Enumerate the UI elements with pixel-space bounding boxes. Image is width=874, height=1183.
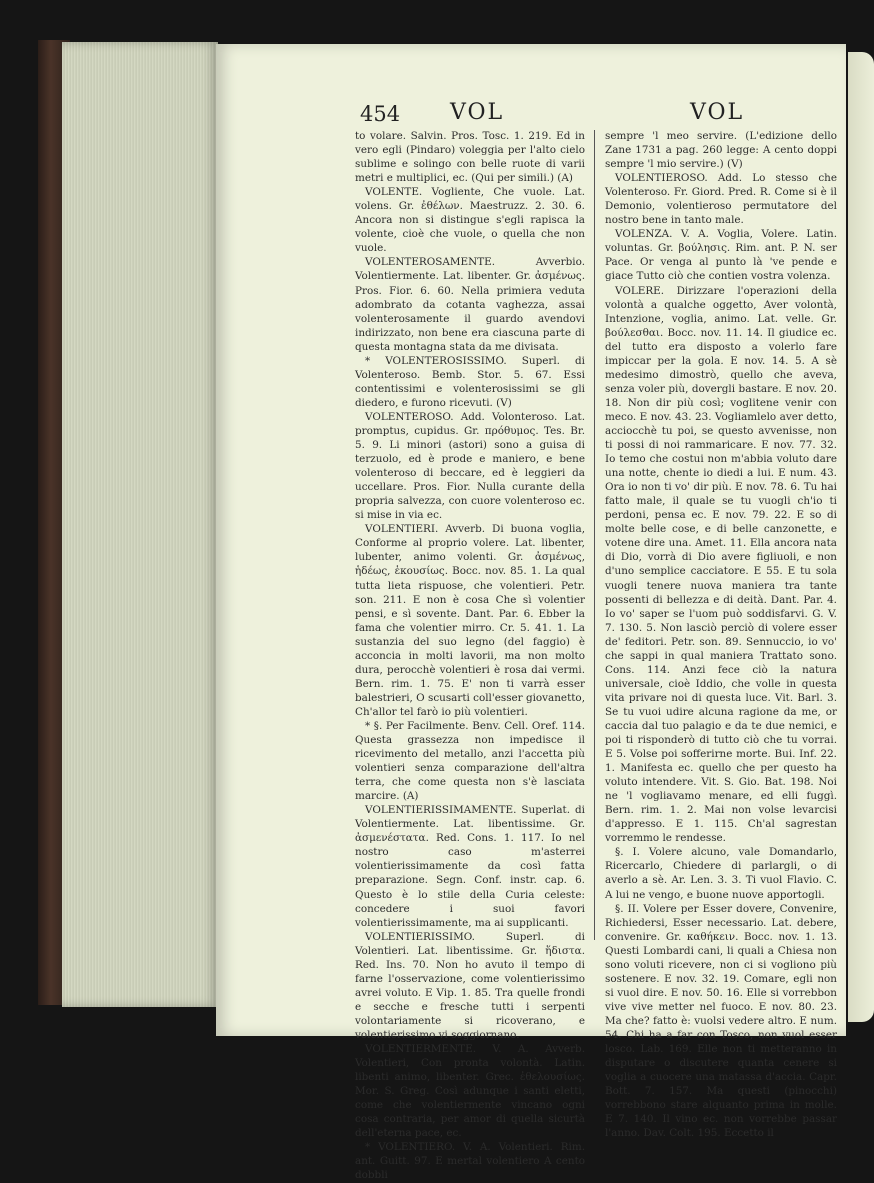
dictionary-entry: VOLENTEROSO. Add. Volonteroso. Lat. promptus, cupidus. Gr. πρόθυμος. Tes. Br. 5. 9. Li minori (astori) sono a guisa di terzuolo, ed è prode e maniero, e bene volenteroso di beccare, ed è leggieri da uccellare. Pros. Fior. Nulla curante della propria salvezza, con cuore volenteroso ec. si mise in via ec.	[355, 410, 585, 522]
dictionary-entry: §. II. Volere per Esser dovere, Convenire, Richiedersi, Esser necessario. Lat. debere, convenire. Gr. καθήκειν. Bocc. nov. 1. 13. Questi Lombardi cani, li quali a Chiesa non sono voluti ricevere, non ci si vogliono più sostenere. E nov. 32. 19. Comare, egli non si vuol dire. E nov. 50. 16. Elle si vorrebbon vive vive metter nel fuoco. E nov. 80. 23. Ma che? fatto è: vuolsi vedere altro. E num. 54. Chi ha a far con Tosco, non vuol esser losco. Lab. 169. Elle non ti metteranno in disputare o discutere quanta cenere si voglia a cuocere una matassa d'accia. Capr. Bott. 7. 157. Ma questi (pinocchi) vorrebbono stare alquanto prima in molle. E 7. 140. Il vino ec. non vorrebbe passar l'anno. Dav. Colt. 195. Eccetto il	[605, 902, 837, 1140]
page-edges	[62, 42, 218, 1007]
dictionary-entry: VOLENTIEROSO. Add. Lo stesso che Volenteroso. Fr. Giord. Pred. R. Come si è il Demonio, volentieroso permutatore del nostro bene in tanto male.	[605, 172, 837, 227]
page-number: 454	[360, 102, 401, 126]
running-headword-left: VOL	[450, 100, 505, 125]
dictionary-entry: VOLENTIERMENTE. V. A. Avverb. Volentieri, Con pronta volontà. Latin. libenti animo, libenter. Grec. ἐθελουσίως. Mor. S. Greg. Così adunque i santi eletti, come che volentiermente vincano ogni cosa contraria, per amor di quella sicurtà dell'eterna pace, ec.	[355, 1043, 585, 1140]
dictionary-entry: VOLENTEROSAMENTE. Avverbio. Volentiermente. Lat. libenter. Gr. ἀσμένως. Pros. Fior. 6. 60. Nella primiera veduta adombrato da cotanta vaghezza, assai volenterosamente il guardo avendovi indirizzato, non bene era ciascuna parte di questa montagna stata da me divisata.	[355, 256, 585, 353]
dictionary-entry: VOLENTE. Vogliente, Che vuole. Lat. volens. Gr. ἐθέλων. Maestruzz. 2. 30. 6. Ancora non si distingue s'egli rapisca la volente, cioè che vuole, o quella che non vuole.	[355, 186, 585, 255]
dictionary-entry: VOLERE. Dirizzare l'operazioni della volontà a qualche oggetto, Aver volontà, Intenzione, voglia, animo. Lat. velle. Gr. βούλεσθαι. Bocc. nov. 11. 14. Il giudice ec. del tutto era disposto a volerlo fare impiccar per la gola. E nov. 14. 5. A sè medesimo dimostrò, quello che aveva, senza voler più, dovergli bastare. E nov. 20. 18. Non dir più così; voglitene venir con meco. E nov. 43. 23. Vogliamlelo aver detto, acciocchè tu poi, se questo avvenisse, non ti possi di noi rammaricare. E nov. 77. 32. Io temo che costui non m'abbia voluto dare una notte, chente io diedi a lui. E num. 43. Ora io non ti vo' dir più. E nov. 78. 6. Tu hai fatto male, il quale se tu vuogli ch'io ti perdoni, pensa ec. E nov. 79. 22. E so di molte belle cose, e di belle canzonette, e votene dire una. Amet. 11. Ella ancora nata di Dio, vorrà di Dio avere figliuoli, e non d'uno semplice cacciatore. E 55. E tu sola vuogli tenere nuova maniera tra tante possenti di bellezza e di deità. Dant. Par. 4. Io vo' saper se l'uom può soddisfarvi. G. V. 7. 130. 5. Non lasciò perciò di volere esser de' feditori. Petr. son. 89. Sennuccio, io vo' che sappi in qual maniera Trattato sono. Cons. 114. Anzi fece ciò la natura universale, cioè Iddio, che volle in questa vita privare noi di questa luce. Vit. Barl. 3. Se tu vuoi udire alcuna ragione da me, or caccia dal tuo palagio e da te due nemici, e poi ti risponderò di tutto ciò che tu vorrai. E 5. Volse poi sofferirne morte. Bui. Inf. 22. 1. Manifesta ec. quello che per questo ha voluto intendere. Vit. S. Gio. Bat. 198. Noi ne 'l vogliavamo menare, ed elli fuggì. Bern. rim. 1. 2. Mai non volse levarcisi d'appresso. E 1. 115. Ch'al sagrestan vorremmo le rendesse.	[605, 284, 837, 845]
right-column	[605, 129, 837, 1140]
dictionary-entry: * VOLENTIERO. V. A. Volentieri. Rim. ant. Guitt. 97. E mertal volentiero A cento dobbli	[355, 1141, 585, 1182]
dictionary-entry: sempre 'l meo servire. (L'edizione dello Zane 1731 a pag. 260 legge: A cento doppi sempre 'l mio servire.) (V)	[605, 130, 837, 171]
page-header	[352, 100, 752, 130]
running-headword-right: VOL	[690, 100, 745, 125]
dictionary-entry: VOLENTIERISSIMO. Superl. di Volentieri. Lat. libentissime. Gr. ἥδιστα. Red. Ins. 70. Non ho avuto il tempo di farne l'osservazione, come volentierissimo avrei voluto. E Vip. 1. 85. Tra quelle frondi e secche e fresche tutti i serpenti volontariamente si ricoverano, e volentierissimo vi soggiornano.	[355, 930, 585, 1041]
dictionary-entry: to volare. Salvin. Pros. Tosc. 1. 219. Ed in vero egli (Pindaro) voleggia per l'alto cielo sublime e solingo con belle ruote di varii metri e multiplici, ec. (Qui per simili.) (A)	[355, 130, 585, 185]
dictionary-entry: * §. Per Facilmente. Benv. Cell. Oref. 114. Questa grassezza non impedisce il ricevimento del metallo, anzi l'accetta più volentieri senza comparazione dell'altra terra, che come questa non s'è lasciata marcire. (A)	[355, 719, 585, 803]
dictionary-entry: §. I. Volere alcuno, vale Domandarlo, Ricercarlo, Chiedere di parlargli, o di averlo a sè. Ar. Len. 3. 3. Ti vuol Flavio. C. A lui ne vengo, e buone nuove apportogli.	[605, 846, 837, 901]
facing-page-edge	[848, 52, 874, 1022]
dictionary-entry: * VOLENTEROSISSIMO. Superl. di Volenteroso. Bemb. Stor. 5. 67. Essi contentissimi e volenterosissimi se gli diedero, e furono ricevuti. (V)	[355, 354, 585, 409]
dictionary-entry: VOLENTIERISSIMAMENTE. Superlat. di Volentiermente. Lat. libentissime. Gr. ἀσμενέστατα. Red. Cons. 1. 117. Io nel nostro caso m'asterrei volentierissimamente da così fatta preparazione. Segn. Conf. instr. cap. 6. Questo è lo stile della Curia celeste: concedere i suoi favori volentierissimamente, ma ai supplicanti.	[355, 804, 585, 929]
dictionary-entry: VOLENTIERI. Avverb. Di buona voglia, Conforme al proprio volere. Lat. libenter, lubenter, animo volenti. Gr. ἀσμένως, ἡδέως, ἑκουσίως. Bocc. nov. 85. 1. La qual tutta lieta rispuose, che volentieri. Petr. son. 211. E non è cosa Che sì volentier pensi, e sì sovente. Dant. Par. 6. Ebber la fama che volentier mirro. Cr. 5. 41. 1. La sustanzia del suo legno (del faggio) è acconcia in molti lavorii, ma non molto dura, perocchè volentieri è rosa dai vermi. Bern. rim. 1. 75. E' non ti varrà esser balestrieri, O scusarti coll'esser giovanetto, Ch'allor tel farò io più volentieri.	[355, 523, 585, 718]
left-column	[355, 129, 585, 1183]
dictionary-entry: VOLENZA. V. A. Voglia, Volere. Latin. voluntas. Gr. βούλησις. Rim. ant. P. N. ser Pace. Or venga al punto là 've pende e giace Tutto ciò che contien vostra volenza.	[605, 228, 837, 283]
column-rule	[594, 130, 595, 940]
